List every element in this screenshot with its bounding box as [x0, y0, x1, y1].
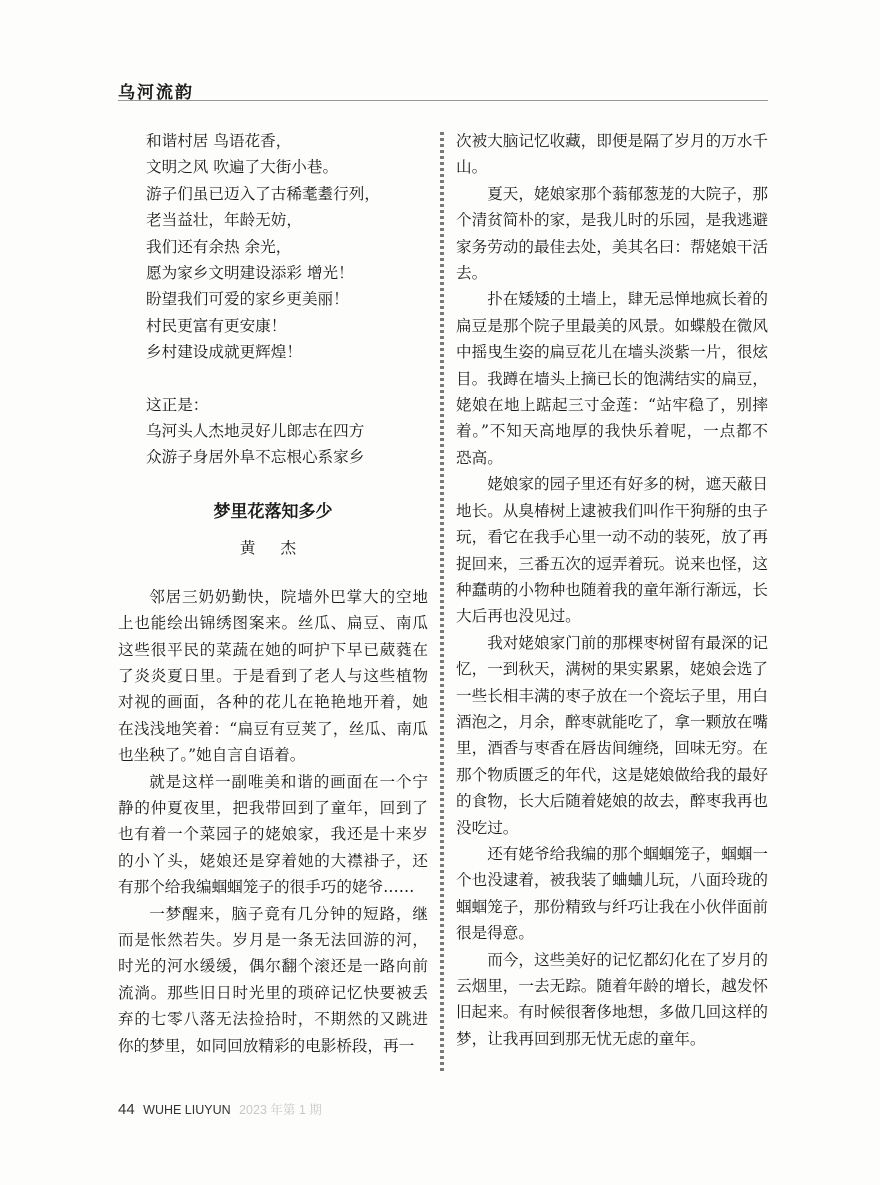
issue-label: 2023 年第 1 期	[239, 1103, 322, 1117]
article-author: 黄 杰	[239, 539, 307, 558]
article-paragraph: 我对姥娘家门前的那棵枣树留有最深的记忆，一到秋天，满树的果实累累，姥娘会选了一些长相丰满的枣子放在一个瓷坛子里，用白酒泡之，月余，醉枣就能吃了，拿一颗放在嘴里，酒香与枣香在唇齿间缠绕，回味无穷。在那个物质匮乏的年代，这是姥娘做给我的最好的食物，长大后随着姥娘的故去，醉枣我再也没吃过。	[456, 633, 768, 837]
article-paragraph: 扑在矮矮的土墙上，肆无忌惮地疯长着的扁豆是那个院子里最美的风景。如蝶般在微风中摇曳生姿的扁豆花儿在墙头淡紫一片，很炫目。我蹲在墙头上摘已长的饱满结实的扁豆，姥娘在地上踮起三寸金莲：“站牢稳了，别摔着。”不知天高地厚的我快乐着呢，一点都不恐高。	[456, 290, 768, 467]
poem-line: 乡村建设成就更辉煌！	[146, 343, 302, 362]
magazine-name: WUHE LIUYUN	[143, 1103, 231, 1117]
article-title: 梦里花落知多少	[213, 501, 333, 522]
page-footer	[118, 1100, 322, 1119]
poem-line: 文明之风 吹遍了大街小巷。	[146, 158, 339, 177]
running-header-title: 乌河流韵	[118, 83, 194, 103]
column-divider	[440, 132, 444, 1074]
article-paragraph: 还有姥爷给我编的那个蝈蝈笼子，蝈蝈一个也没逮着，被我装了蛐蛐儿玩，八面玲珑的蝈蝈笼子，那份精致与纤巧让我在小伙伴面前很是得意。	[456, 844, 768, 943]
article-paragraph: 夏天，姥娘家那个蓊郁葱茏的大院子，那个清贫简朴的家，是我儿时的乐园，是我逃避家务劳动的最佳去处，美其名曰：帮姥娘干活去。	[456, 184, 768, 283]
poem-line: 老当益壮，年龄无妨，	[146, 211, 302, 230]
couplet-line: 乌河头人杰地灵好儿郎志在四方	[146, 422, 365, 441]
poem-line: 盼望我们可爱的家乡更美丽！	[146, 290, 349, 309]
poem-line: 愿为家乡文明建设添彩 增光！	[146, 264, 354, 283]
page-number: 44	[118, 1101, 135, 1118]
poem-line: 村民更富有更安康！	[146, 316, 287, 335]
right-column	[456, 128, 768, 1052]
header-rule	[118, 100, 768, 101]
poem-line: 游子们虽已迈入了古稀耄耋行列，	[146, 184, 380, 203]
closing-poem	[118, 128, 428, 471]
left-column	[118, 128, 428, 1059]
couplet-line: 众游子身居外阜不忘根心系家乡	[146, 448, 365, 467]
article-paragraph-continued: 次被大脑记忆收藏，即便是隔了岁月的万水千山。	[456, 132, 768, 177]
article-paragraph: 一梦醒来，脑子竟有几分钟的短路，继而是怅然若失。岁月是一条无法回游的河，时光的河水缓缓，偶尔翻个滚还是一路向前流淌。那些旧日时光里的琐碎记忆快要被丢弃的七零八落无法捡拾时，不期然的又跳进你的梦里，如同回放精彩的电影桥段，再一	[118, 904, 428, 1055]
article-paragraph: 而今，这些美好的记忆都幻化在了岁月的云烟里，一去无踪。随着年龄的增长，越发怀旧起来。有时候很奢侈地想，多做几回这样的梦，让我再回到那无忧无虑的童年。	[456, 950, 768, 1048]
article-paragraph: 就是这样一副唯美和谐的画面在一个宁静的仲夏夜里，把我带回到了童年，回到了也有着一个菜园子的姥娘家，我还是十来岁的小丫头，姥娘还是穿着她的大襟褂子，还有那个给我编蝈蝈笼子的很手巧的姥爷……	[118, 772, 428, 897]
couplet-intro: 这正是：	[146, 395, 209, 414]
article-paragraph: 邻居三奶奶勤快，院墙外巴掌大的空地上也能绘出锦绣图案来。丝瓜、扁豆、南瓜这些很平民的菜蔬在她的呵护下早已葳蕤在了炎炎夏日里。于是看到了老人与这些植物对视的画面，各种的花儿在艳艳地开着，她在浅浅地笑着：“扁豆有豆荚了，丝瓜、南瓜也坐秧了。”她自言自语着。	[118, 587, 428, 765]
poem-line: 我们还有余热 余光，	[146, 237, 292, 256]
poem-line: 和谐村居 鸟语花香，	[146, 132, 292, 150]
article-paragraph: 姥娘家的园子里还有好多的树，遮天蔽日地长。从臭椿树上逮被我们叫作干狗掰的虫子玩，看它在我手心里一动不动的装死，放了再捉回来，三番五次的逗弄着玩。说来也怪，这种蠢萌的小物种也随着我的童年渐行渐远，长大后再也没见过。	[456, 475, 768, 626]
